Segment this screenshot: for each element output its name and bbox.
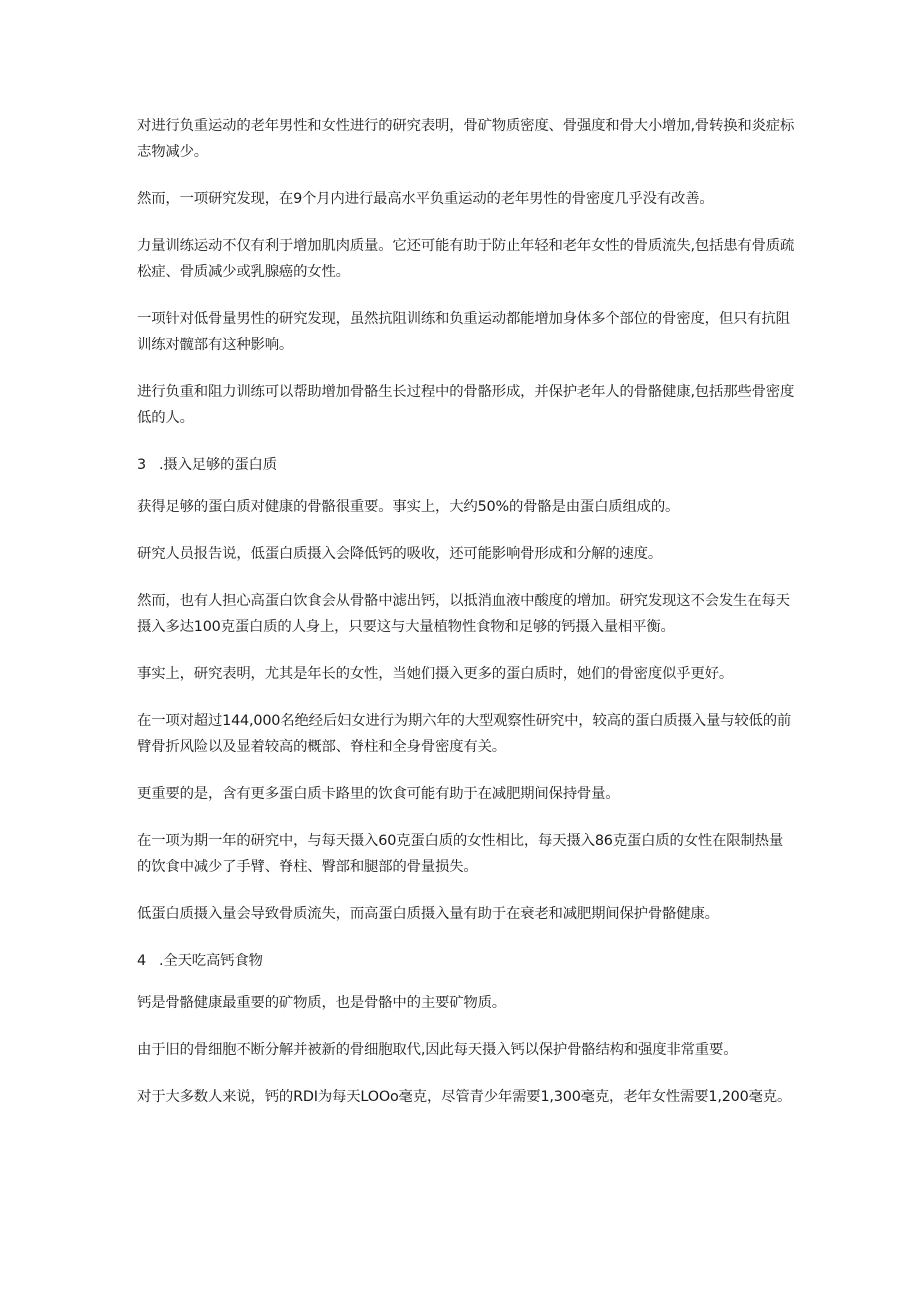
section-number: 3 — [137, 457, 146, 473]
paragraph: 更重要的是，含有更多蛋白质卡路里的饮食可能有助于在减肥期间保持骨量。 — [137, 786, 620, 802]
section-title: .摄入足够的蛋白质 — [159, 457, 277, 473]
paragraph: 研究人员报告说，低蛋白质摄入会降低钙的吸收，还可能影响骨形成和分解的速度。 — [137, 546, 663, 562]
paragraph: 对于大多数人来说，钙的RDI为每天LOOo毫克，尽管青少年需要1,300毫克，老年女性需要1,200毫克。 — [137, 1089, 792, 1105]
paragraph: 一项针对低骨量男性的研究发现，虽然抗阻训练和负重运动都能增加身体多个部位的骨密度，但只有抗阻训练对髋部有这种影响。 — [137, 311, 790, 353]
section-number: 4 — [137, 953, 146, 969]
paragraph: 在一项对超过144,000名绝经后妇女进行为期六年的大型观察性研究中，较高的蛋白质摄入量与较低的前臂骨折风险以及显着较高的概部、脊柱和全身骨密度有关。 — [137, 713, 792, 755]
section-heading-protein — [137, 452, 797, 478]
paragraph: 然而，也有人担心高蛋白饮食会从骨骼中滤出钙，以抵消血液中酸度的增加。研究发现这不会发生在每天摄入多达100克蛋白质的人身上，只要这与大量植物性食物和足够的钙摄入量相平衡。 — [137, 593, 790, 635]
section-title: .全天吃高钙食物 — [159, 953, 263, 969]
paragraph: 低蛋白质摄入量会导致骨质流失，而高蛋白质摄入量有助于在衰老和减肥期间保护骨骼健康。 — [137, 906, 719, 922]
paragraph: 钙是骨骼健康最重要的矿物质，也是骨骼中的主要矿物质。 — [137, 995, 506, 1011]
paragraph: 在一项为期一年的研究中，与每天摄入60克蛋白质的女性相比，每天摄入86克蛋白质的女性在限制热量的饮食中减少了手臂、脊柱、臀部和腿部的骨量损失。 — [137, 833, 784, 875]
paragraph: 由于旧的骨细胞不断分解并被新的骨细胞取代,因此每天摄入钙以保护骨骼结构和强度非常重要。 — [137, 1042, 738, 1058]
section-heading-calcium — [137, 948, 797, 974]
paragraph: 对进行负重运动的老年男性和女性进行的研究表明，骨矿物质密度、骨强度和骨大小增加,骨转换和炎症标志物减少。 — [137, 118, 795, 160]
document-body — [137, 113, 797, 1131]
paragraph: 进行负重和阻力训练可以帮助增加骨骼生长过程中的骨骼形成，并保护老年人的骨骼健康,包括那些骨密度低的人。 — [137, 384, 795, 426]
paragraph: 然而，一项研究发现，在9个月内进行最高水平负重运动的老年男性的骨密度几乎没有改善。 — [137, 191, 714, 207]
paragraph: 事实上，研究表明，尤其是年长的女性，当她们摄入更多的蛋白质时，她们的骨密度似乎更好。 — [137, 666, 734, 682]
paragraph: 力量训练运动不仅有利于增加肌肉质量。它还可能有助于防止年轻和老年女性的骨质流失,包括患有骨质疏松症、骨质减少或乳腺癌的女性。 — [137, 238, 795, 280]
paragraph: 获得足够的蛋白质对健康的骨骼很重要。事实上，大约50%的骨骼是由蛋白质组成的。 — [137, 499, 680, 515]
